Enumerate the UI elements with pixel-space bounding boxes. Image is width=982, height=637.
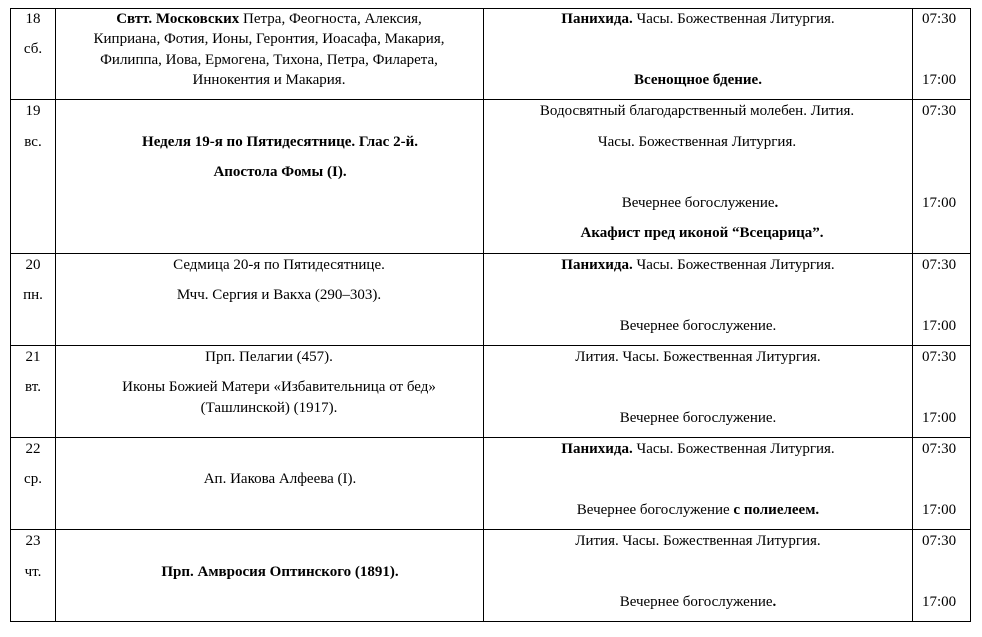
col-divider [483,8,484,622]
weekday: сб. [23,41,43,57]
time-evening: 17:00 [922,195,957,211]
time-morning: 07:30 [922,11,957,27]
evening-service: Вечернее богослужение. [619,318,777,334]
morning-service: Лития. Часы. Божественная Литургия. [575,533,821,549]
row-divider [10,437,971,438]
weekday: вс. [24,134,42,150]
morning-service [561,10,834,28]
day-number: 20 [25,257,41,273]
day-number: 21 [25,349,41,365]
service-text: Часы. Божественная Литургия. [632,257,835,273]
row-divider [10,253,971,254]
morning-service: Лития. Часы. Божественная Литургия. [575,349,821,365]
service-bold: . [774,195,779,211]
feast-line: Киприана, Фотия, Ионы, Геронтия, Иоасафа, Макария, [93,31,445,47]
time-morning: 07:30 [922,349,957,365]
day-number: 22 [25,441,41,457]
day-number: 18 [25,11,41,27]
feast-line: (Ташлинской) (1917). [200,400,338,416]
evening-service [622,194,779,212]
time-evening: 17:00 [922,502,957,518]
feast-line: Прп. Пелагии (457). [205,349,333,365]
col-divider [55,8,56,622]
feast-bold: Свтт. Московских [116,11,240,27]
evening-service [577,501,819,519]
time-evening: 17:00 [922,72,957,88]
evening-service: Всенощное бдение. [634,72,762,88]
time-morning: 07:30 [922,441,957,457]
morning-service [561,440,834,458]
feast-line [116,10,422,28]
table-border-bottom [10,621,971,622]
feast-line: Мчч. Сергия и Вакха (290–303). [176,287,382,303]
service-text: Часы. Божественная Литургия. [632,441,835,457]
service-bold: Панихида. [561,257,633,273]
time-evening: 17:00 [922,318,957,334]
row-divider [10,529,971,530]
weekday: чт. [24,564,42,580]
service-text: Часы. Божественная Литургия. [632,11,835,27]
service-bold: . [772,594,777,610]
morning-service: Водосвятный благодарственный молебен. Лития. [539,103,855,119]
feast-line: Апостола Фомы (I). [213,164,347,180]
col-divider [10,8,11,622]
morning-service: Часы. Божественная Литургия. [597,134,797,150]
row-divider [10,99,971,100]
service-bold: Панихида. [561,441,633,457]
col-divider [970,8,971,622]
time-evening: 17:00 [922,410,957,426]
morning-service [561,256,834,274]
time-morning: 07:30 [922,257,957,273]
table-border-top [10,8,971,9]
service-text: Вечернее богослужение [576,502,734,518]
col-divider [912,8,913,622]
weekday: пн. [23,287,43,303]
feast-line: Прп. Амвросия Оптинского (1891). [161,564,399,580]
day-number: 19 [25,103,41,119]
evening-service: Вечернее богослужение. [619,410,777,426]
feast-text: Петра, Феогноста, Алексия, [239,11,422,27]
feast-line: Иннокентия и Макария. [192,72,346,88]
akathist: Акафист пред иконой “Всецарица”. [580,225,824,241]
time-evening: 17:00 [922,594,957,610]
service-text: Вечернее богослужение [621,195,775,211]
day-number: 23 [25,533,41,549]
feast-line: Неделя 19-я по Пятидесятнице. Глас 2-й. [142,134,418,150]
feast-line: Иконы Божией Матери «Избавительница от бед» [122,379,436,395]
time-morning: 07:30 [922,533,957,549]
feast-line: Ап. Иакова Алфеева (I). [203,471,357,487]
service-bold: с полиелеем. [733,502,820,518]
feast-line: Филиппа, Иова, Ермогена, Тихона, Петра, Филарета, [100,52,438,68]
weekday: вт. [25,379,41,395]
feast-line: Седмица 20-я по Пятидесятнице. [173,257,385,273]
evening-service [620,593,777,611]
time-morning: 07:30 [922,103,957,119]
service-bold: Панихида. [561,11,633,27]
row-divider [10,345,971,346]
weekday: ср. [24,471,42,487]
service-text: Вечернее богослужение [619,594,773,610]
